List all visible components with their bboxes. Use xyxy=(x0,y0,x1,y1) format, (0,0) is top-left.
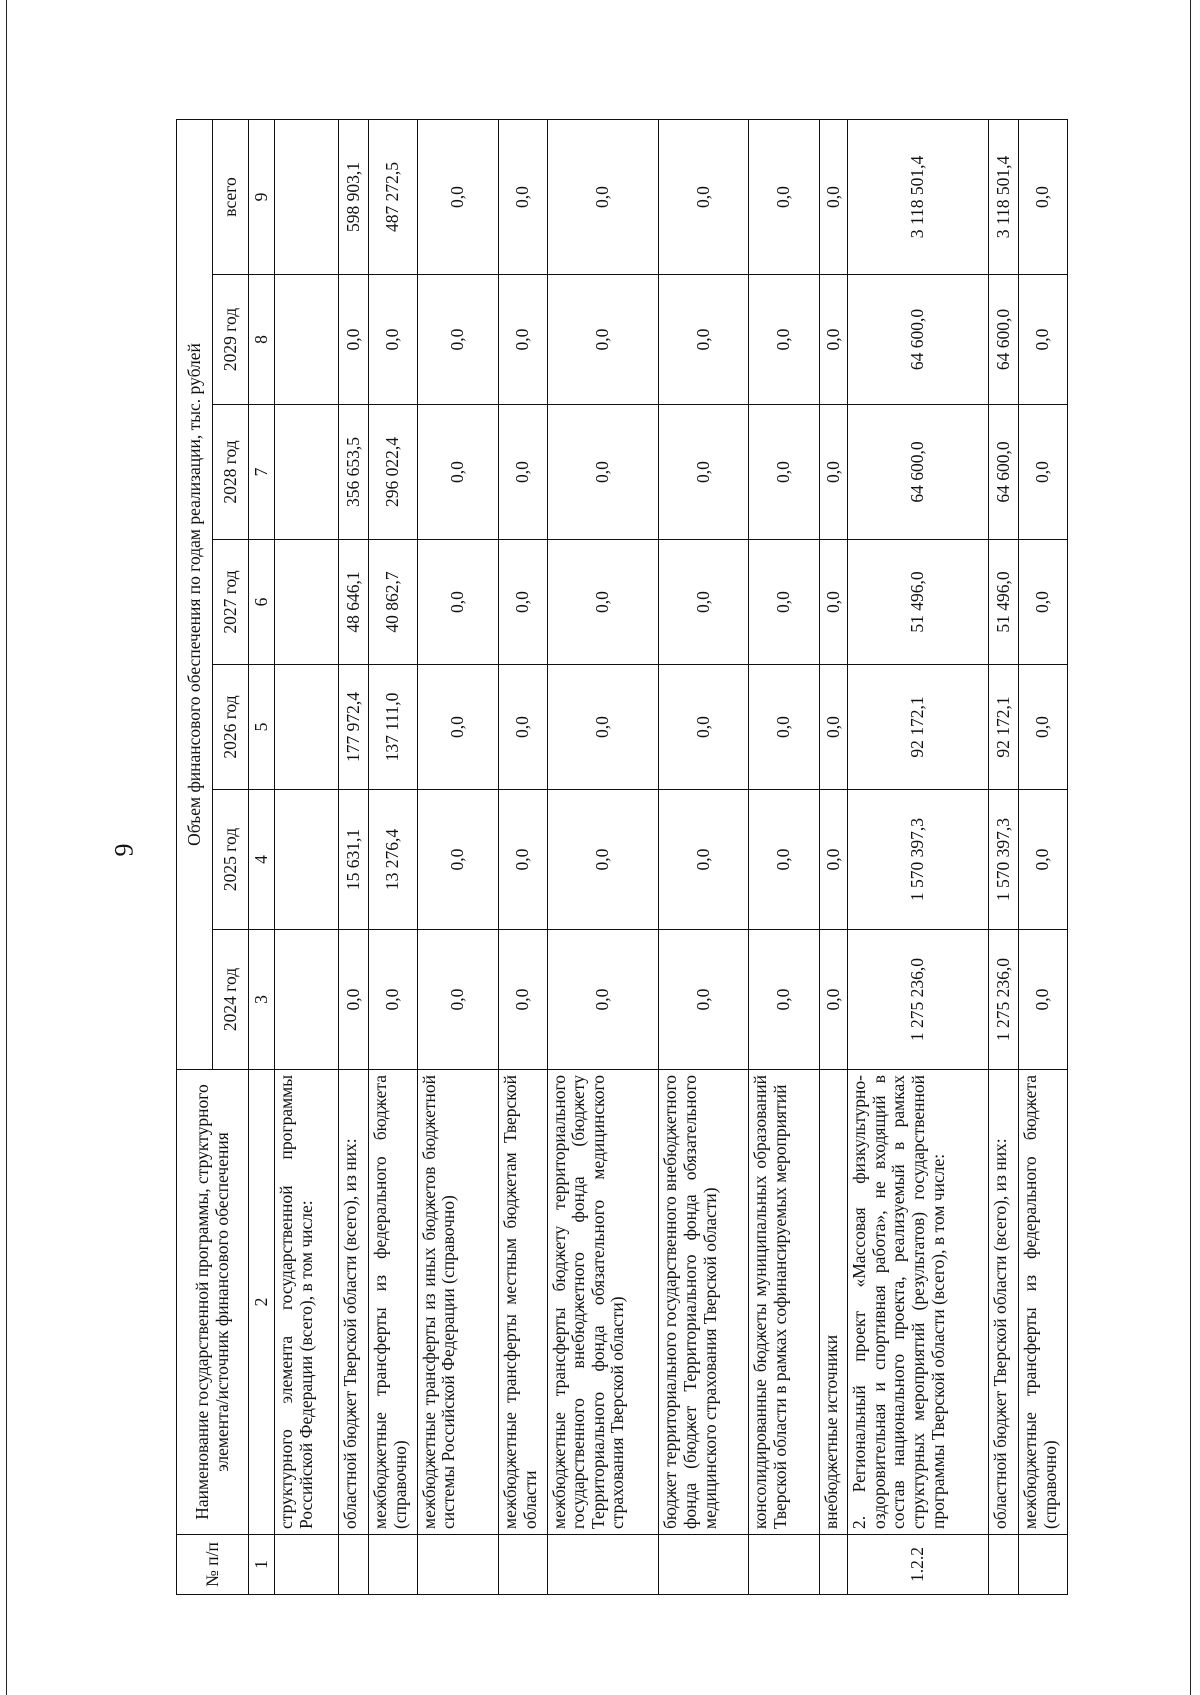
header-year: 2025 год xyxy=(213,790,249,930)
row-value: 0,0 xyxy=(547,665,659,790)
row-value: 0,0 xyxy=(1019,930,1068,1070)
row-value: 137 111,0 xyxy=(369,665,417,790)
row-value: 92 172,1 xyxy=(988,665,1019,790)
right-scan-edge xyxy=(1190,0,1191,1695)
row-value: 3 118 501,4 xyxy=(848,120,988,275)
row-value: 0,0 xyxy=(659,930,749,1070)
row-value: 0,0 xyxy=(1019,540,1068,665)
row-name: областной бюджет Тверской области (всего), из них: xyxy=(988,1070,1019,1535)
row-value: 0,0 xyxy=(659,405,749,540)
row-name: межбюджетные трансферты из федерального бюджета (справочно) xyxy=(1019,1070,1068,1535)
table-row xyxy=(275,120,339,1595)
row-value: 296 022,4 xyxy=(369,405,417,540)
row-value: 48 646,1 xyxy=(338,540,369,665)
row-name: межбюджетные трансферты бюджету территориального государственного внебюджетного фонда (бюджету Территориального фонда обязательного медицинского страхования Тверской области) xyxy=(547,1070,659,1535)
row-value: 356 653,5 xyxy=(338,405,369,540)
row-value xyxy=(275,275,339,405)
row-value: 64 600,0 xyxy=(848,275,988,405)
row-name: межбюджетные трансферты местным бюджетам Тверской области xyxy=(499,1070,547,1535)
row-value: 0,0 xyxy=(369,275,417,405)
row-value xyxy=(275,790,339,930)
row-value: 0,0 xyxy=(499,275,547,405)
header-no: № п/п xyxy=(177,1535,249,1595)
row-value: 0,0 xyxy=(819,930,848,1070)
header-year: 2026 год xyxy=(213,665,249,790)
row-number xyxy=(338,1535,369,1595)
row-value: 1 275 236,0 xyxy=(988,930,1019,1070)
row-value: 0,0 xyxy=(547,930,659,1070)
header-col-number: 8 xyxy=(249,275,275,405)
row-value xyxy=(275,665,339,790)
row-value: 0,0 xyxy=(417,405,498,540)
row-name: консолидированные бюджеты муниципальных образований Тверской области в рамках софинансируемых мероприятий xyxy=(749,1070,819,1535)
header-name: Наименование государственной программы, структурного элемента/источник финансового обеспечения xyxy=(177,1070,249,1535)
row-value: 0,0 xyxy=(1019,665,1068,790)
row-value: 0,0 xyxy=(369,930,417,1070)
header-volume: Объем финансового обеспечения по годам реализации, тыс. рублей xyxy=(177,120,213,1070)
row-value xyxy=(275,540,339,665)
row-value: 0,0 xyxy=(819,275,848,405)
row-value: 40 862,7 xyxy=(369,540,417,665)
row-value: 0,0 xyxy=(547,275,659,405)
row-value: 0,0 xyxy=(499,120,547,275)
header-year: 2024 год xyxy=(213,930,249,1070)
row-value: 0,0 xyxy=(1019,405,1068,540)
table-row xyxy=(988,120,1019,1595)
table-row xyxy=(547,120,659,1595)
row-value: 51 496,0 xyxy=(848,540,988,665)
row-value: 0,0 xyxy=(499,540,547,665)
row-number xyxy=(369,1535,417,1595)
table-body xyxy=(275,120,1068,1595)
row-value: 0,0 xyxy=(659,665,749,790)
page-number: 9 xyxy=(109,843,139,857)
row-value: 0,0 xyxy=(749,930,819,1070)
row-name: межбюджетные трансферты из иных бюджетов бюджетной системы Российской Федерации (справочно) xyxy=(417,1070,498,1535)
row-value: 1 570 397,3 xyxy=(988,790,1019,930)
row-value: 0,0 xyxy=(749,790,819,930)
row-name: структурного элемента государственной программы Российской Федерации (всего), в том числе: xyxy=(275,1070,339,1535)
row-value: 0,0 xyxy=(417,665,498,790)
row-value: 0,0 xyxy=(749,405,819,540)
left-scan-edge xyxy=(6,0,7,1695)
row-name: бюджет территориального государственного внебюджетного фонда (бюджет Территориального фонда обязательного медицинского страхования Тверской области) xyxy=(659,1070,749,1535)
row-value: 64 600,0 xyxy=(848,405,988,540)
row-value: 0,0 xyxy=(547,790,659,930)
row-value: 0,0 xyxy=(547,405,659,540)
header-col-number: 3 xyxy=(249,930,275,1070)
row-value xyxy=(275,930,339,1070)
header-year: всего xyxy=(213,120,249,275)
row-number xyxy=(988,1535,1019,1595)
row-number xyxy=(819,1535,848,1595)
header-col-number: 6 xyxy=(249,540,275,665)
row-value: 64 600,0 xyxy=(988,275,1019,405)
row-value: 3 118 501,4 xyxy=(988,120,1019,275)
table-row xyxy=(659,120,749,1595)
row-value: 0,0 xyxy=(819,540,848,665)
table-row xyxy=(1019,120,1068,1595)
row-value xyxy=(275,405,339,540)
row-value: 64 600,0 xyxy=(988,405,1019,540)
table-row xyxy=(848,120,988,1595)
row-value: 0,0 xyxy=(1019,275,1068,405)
header-numbering-row xyxy=(249,120,275,1595)
row-value: 0,0 xyxy=(338,930,369,1070)
row-value: 0,0 xyxy=(749,665,819,790)
row-value: 0,0 xyxy=(659,120,749,275)
row-number xyxy=(547,1535,659,1595)
row-value: 15 631,1 xyxy=(338,790,369,930)
row-number: 1.2.2 xyxy=(848,1535,988,1595)
finance-table xyxy=(176,119,1068,1595)
row-value: 0,0 xyxy=(499,405,547,540)
row-number xyxy=(1019,1535,1068,1595)
table-row xyxy=(499,120,547,1595)
row-value: 0,0 xyxy=(417,275,498,405)
header-col-number: 5 xyxy=(249,665,275,790)
row-number xyxy=(749,1535,819,1595)
row-number xyxy=(499,1535,547,1595)
row-value: 0,0 xyxy=(417,790,498,930)
row-value: 0,0 xyxy=(749,275,819,405)
row-value: 487 272,5 xyxy=(369,120,417,275)
row-value: 0,0 xyxy=(547,120,659,275)
row-value: 0,0 xyxy=(417,540,498,665)
row-value: 0,0 xyxy=(659,540,749,665)
row-name: внебюджетные источники xyxy=(819,1070,848,1535)
row-number xyxy=(417,1535,498,1595)
row-value: 0,0 xyxy=(417,120,498,275)
row-value: 1 275 236,0 xyxy=(848,930,988,1070)
row-value: 1 570 397,3 xyxy=(848,790,988,930)
row-value: 0,0 xyxy=(819,790,848,930)
row-value: 0,0 xyxy=(499,665,547,790)
row-value: 0,0 xyxy=(499,790,547,930)
row-value: 0,0 xyxy=(749,120,819,275)
row-value: 92 172,1 xyxy=(848,665,988,790)
table-row xyxy=(749,120,819,1595)
row-value: 598 903,1 xyxy=(338,120,369,275)
row-value: 0,0 xyxy=(819,665,848,790)
table-row xyxy=(819,120,848,1595)
row-value: 0,0 xyxy=(417,930,498,1070)
row-name: 2. Региональный проект «Массовая физкультурно-оздоровительная и спортивная работа», не входящий в состав национального проекта, реализуемый в рамках структурных мероприятий (результатов) государственной программы Тверской области (всего), в том числе: xyxy=(848,1070,988,1535)
header-col-number: 2 xyxy=(249,1070,275,1535)
row-value: 0,0 xyxy=(338,275,369,405)
header-col-number: 4 xyxy=(249,790,275,930)
rotated-sheet xyxy=(176,120,1068,1595)
header-year: 2028 год xyxy=(213,405,249,540)
row-value: 13 276,4 xyxy=(369,790,417,930)
header-year: 2029 год xyxy=(213,275,249,405)
row-value: 0,0 xyxy=(819,405,848,540)
row-value: 0,0 xyxy=(659,275,749,405)
row-value: 0,0 xyxy=(749,540,819,665)
row-value: 0,0 xyxy=(819,120,848,275)
header-col-number: 7 xyxy=(249,405,275,540)
header-col-number: 1 xyxy=(249,1535,275,1595)
table-row xyxy=(369,120,417,1595)
row-value: 0,0 xyxy=(1019,120,1068,275)
row-name: межбюджетные трансферты из федерального бюджета (справочно) xyxy=(369,1070,417,1535)
row-value: 177 972,4 xyxy=(338,665,369,790)
row-value xyxy=(275,120,339,275)
table-row xyxy=(417,120,498,1595)
row-value: 0,0 xyxy=(659,790,749,930)
row-value: 0,0 xyxy=(499,930,547,1070)
row-number xyxy=(275,1535,339,1595)
row-value: 51 496,0 xyxy=(988,540,1019,665)
row-number xyxy=(659,1535,749,1595)
row-value: 0,0 xyxy=(547,540,659,665)
row-value: 0,0 xyxy=(1019,790,1068,930)
row-name: областной бюджет Тверской области (всего), из них: xyxy=(338,1070,369,1535)
table-row xyxy=(338,120,369,1595)
header-year: 2027 год xyxy=(213,540,249,665)
header-col-number: 9 xyxy=(249,120,275,275)
